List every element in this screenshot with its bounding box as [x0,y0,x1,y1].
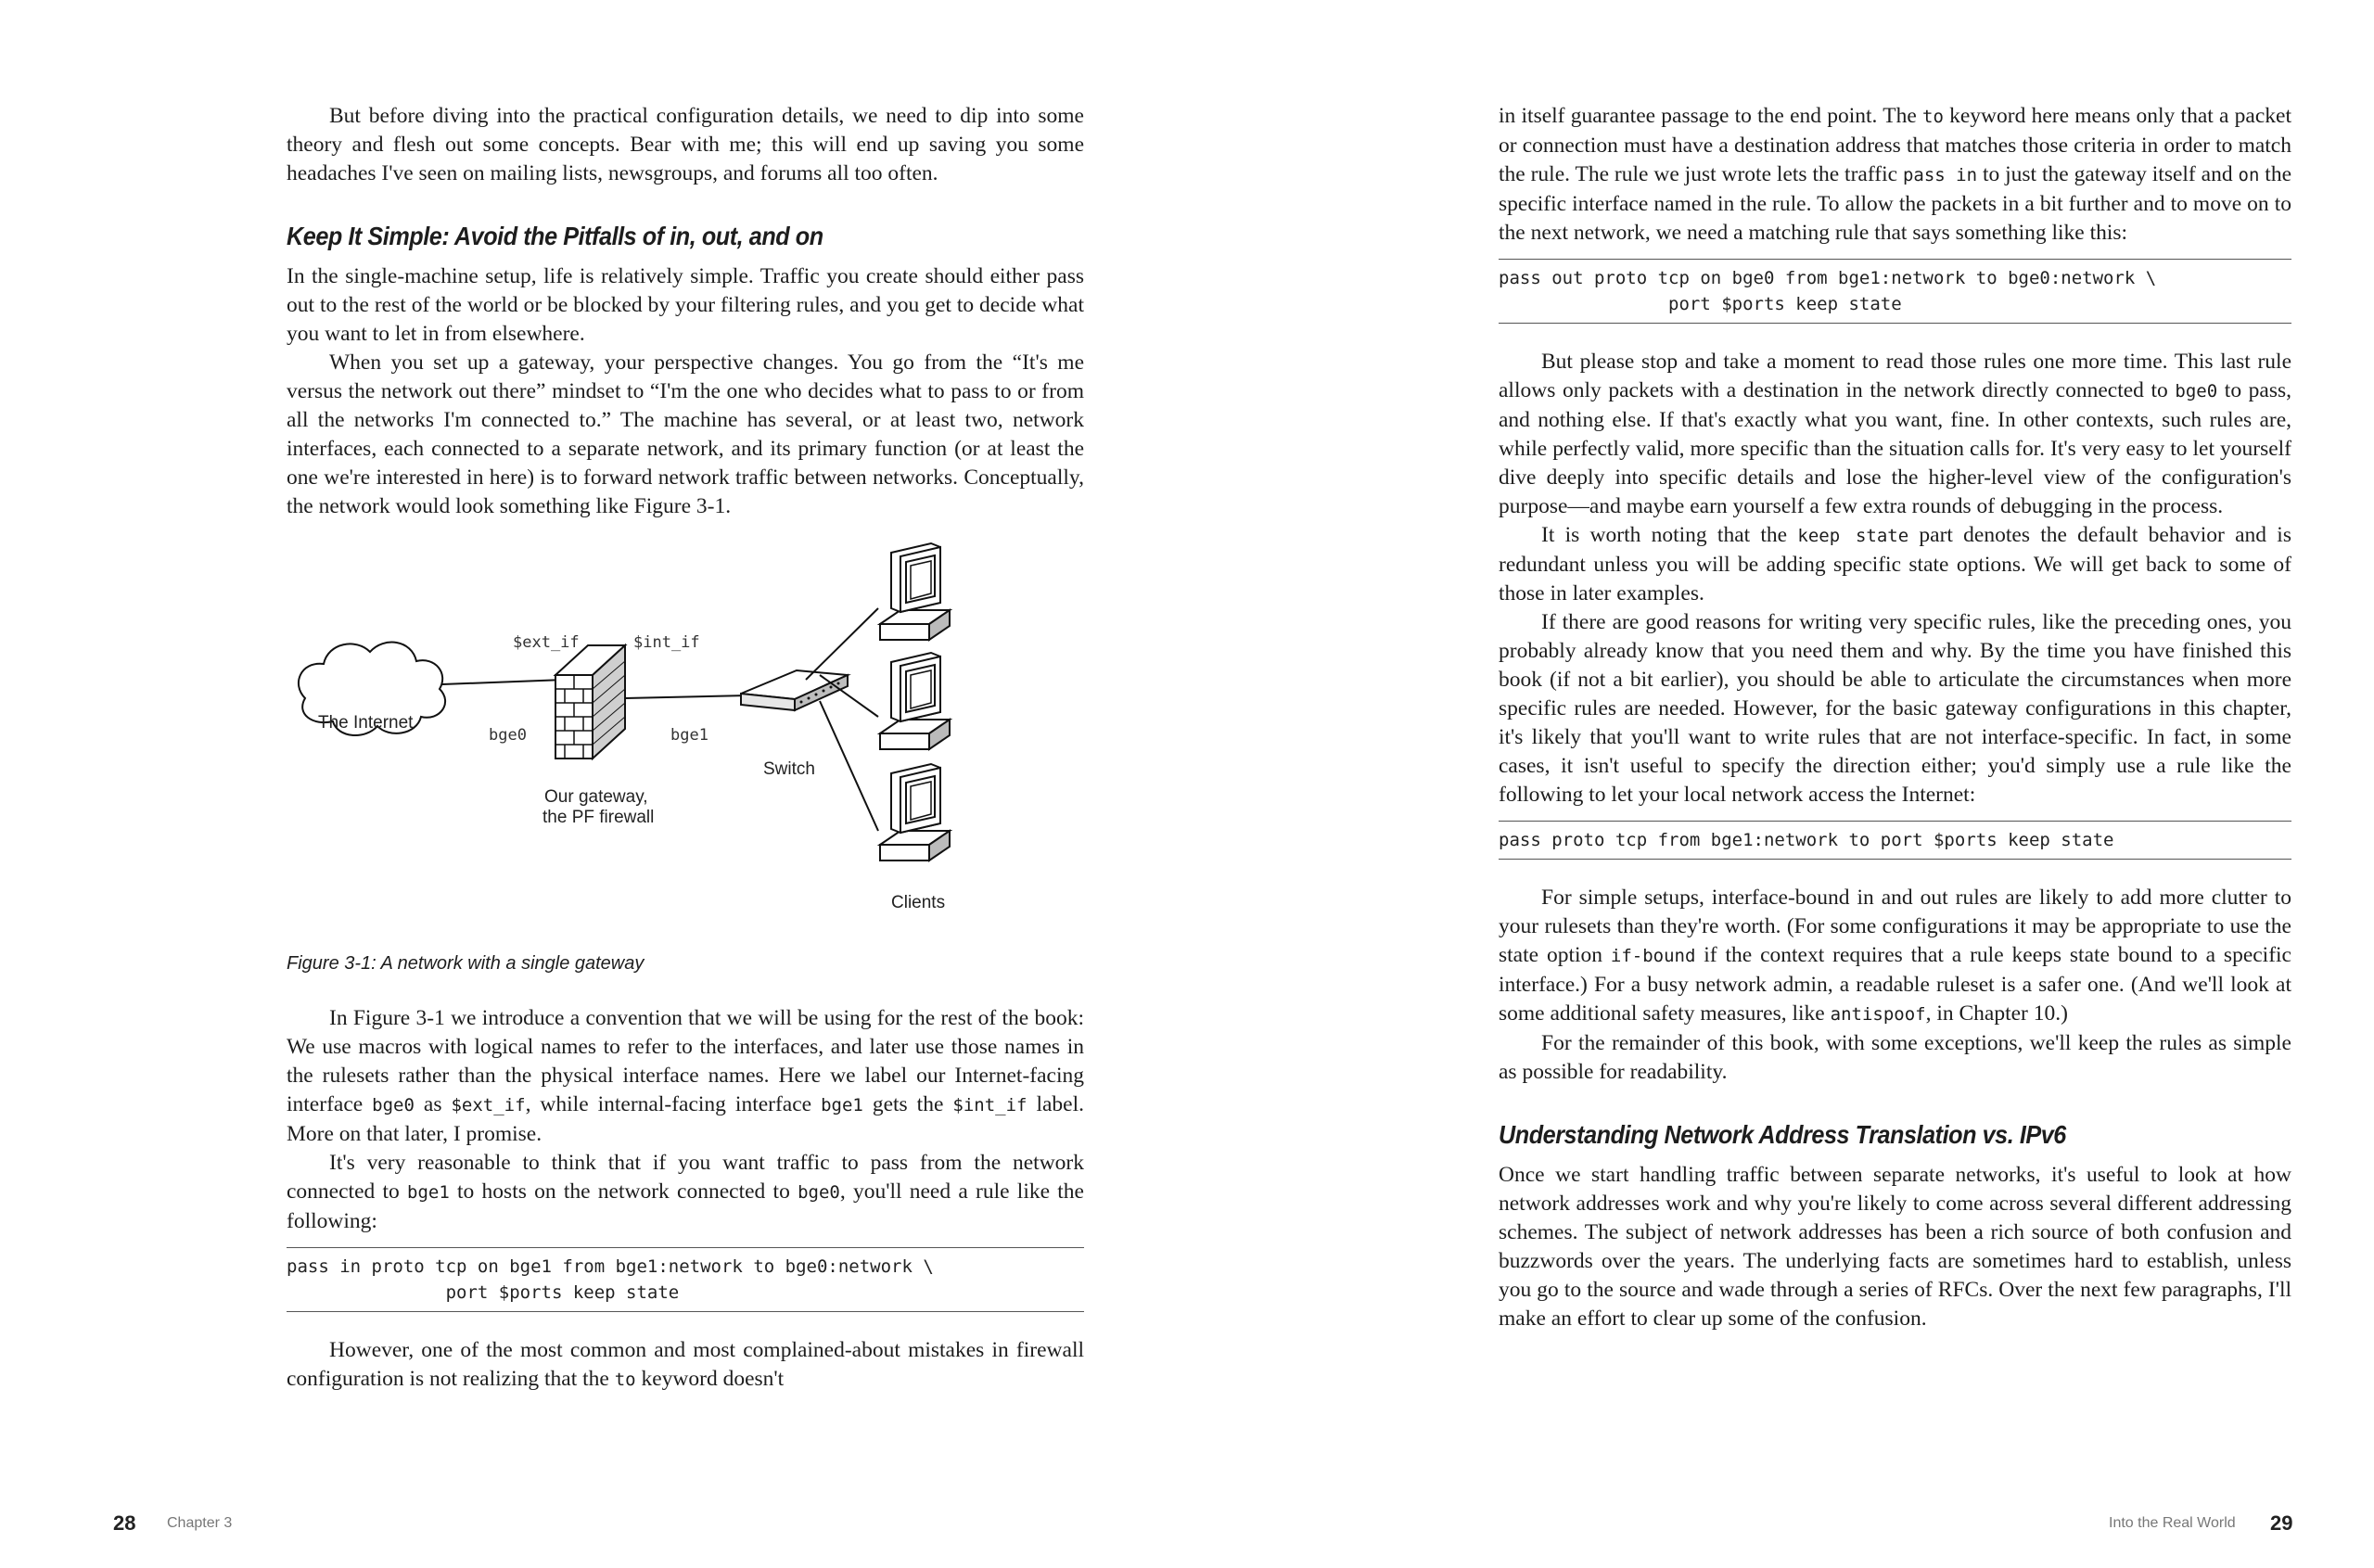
text-run: in itself guarantee passage to the end point. The [1499,104,1922,128]
text-run: But please stop and take a moment to read those rules one more time. This last rule allows only packets with a destination in the network directly connected to [1499,350,2291,402]
section-heading: Understanding Network Address Translation vs. IPv6 [1499,1120,2066,1149]
inline-code: antispoof [1830,1004,1926,1025]
internet-label: The Internet [318,713,414,733]
paragraph [1499,102,2291,248]
paragraph: Once we start handling traffic between separate networks, it's useful to look at how network addresses work and why you're likely to come across several different addressing schemes. The subject of network addresses has been a rich source of both confusion and buzzwords over the years. The underlying facts are sometimes hard to establish, unless you go to the source and wade through a series of RFCs. Over the next few paragraphs, I'll make an effort to clear up some of the confusion. [1499,1163,2291,1331]
code-block: pass proto tcp from bge1:network to port $ports keep state [1499,821,2291,860]
paragraph: If there are good reasons for writing very specific rules, like the preceding ones, you probably already know that you need them and why. By the time you have finished this book (if not a bit earlier), you should be able to articulate the circumstances when more specific rules are needed. However, for the basic gateway configurations in this chapter, it's likely that you'll want to write rules that are not interface-specific. In fact, in some cases, it isn't useful to specify the direction either; you'd simply use a rule like the following to let your local network access the Internet: [1499,610,2291,807]
int-if-label: $int_if [633,633,700,652]
page-number-right: 29 [2270,1511,2293,1535]
client-computer-icon [880,653,950,749]
inline-code: $int_if [952,1095,1027,1115]
inline-code: bge0 [372,1095,415,1115]
text-run: It is worth noting that the [1541,523,1798,547]
gateway-label-line1: Our gateway, [544,787,648,807]
inline-code: keep state [1797,526,1909,546]
paragraph [1499,348,2291,521]
text-run: For simple setups, interface-bound in and out rules are likely to add more clutter to your rulesets than they're worth. (For some configurations it may be appropriate to use the state option [1499,886,2291,967]
right-page-body [1499,102,2291,1333]
text-run: to just the gateway itself and [1977,162,2239,186]
paragraph: In the single-machine setup, life is relatively simple. Traffic you create should either pass out to the rest of the world or be blocked by your filtering rules, and you get to decide what you want to let in from elsewhere. [287,264,1084,346]
paragraph [287,1336,1084,1395]
paragraph [287,1149,1084,1236]
footer-chapter: Chapter 3 [167,1515,233,1531]
text-run: to pass, and nothing else. If that's exactly what you want, fine. In other contexts, such rules are, while perfectly valid, more specific than the situation calls for. It's very easy to let yourself dive deeply into specific details and lose the higher-level view of the configuration's purpose—and maybe earn yourself a few extra rounds of debugging in the process. [1499,378,2292,518]
text-run: the specific interface named in the rule. To allow the packets in a bit further and to move on to the next network, we need a matching rule that says something like this: [1499,162,2291,245]
paragraph: When you set up a gateway, your perspective changes. You go from the “It's me versus the network out there” mindset to “I'm the one who decides what to pass to or from all the networks I'm connected to.” The machine has several, or at least two, network interfaces, each connected to a separate network, and its primary function (or at least the one we're interested in here) is to forward network traffic between networks. Conceptually, the network would look something like Figure 3-1. [287,351,1084,518]
inline-code: to [614,1370,636,1390]
inline-code: if-bound [1610,946,1696,966]
clients-label: Clients [891,893,946,912]
text-run: keyword here means only that a packet or connection must have a destination address that matches those criteria in order to match the rule. The rule we just wrote lets the traffic [1499,104,2291,186]
text-run: as [414,1092,452,1116]
text-run: label. More on that later, I promise. [287,1092,1084,1146]
gateway-label-line2: the PF firewall [542,808,655,827]
bge1-label: bge1 [670,726,708,745]
inline-code: bge1 [407,1182,450,1203]
text-run: keyword doesn't [635,1367,785,1391]
inline-code: on [2238,165,2260,185]
text-run: , you'll need a rule like the following: [287,1179,1084,1233]
inline-code: pass in [1902,165,1978,185]
network-diagram [287,536,1084,944]
page-number-left: 28 [113,1511,136,1535]
paragraph: For the remainder of this book, with some exceptions, we'll keep the rules as simple as possible for readability. [1499,1031,2291,1084]
code-block: pass out proto tcp on bge0 from bge1:network to bge0:network \ port $ports keep state [1499,259,2291,324]
inline-code: to [1922,107,1944,127]
switch-icon [741,670,848,710]
footer-chapter-title: Into the Real World [2109,1515,2236,1531]
text-run: However, one of the most common and most complained-about mistakes in firewall configuration is not realizing that the [287,1338,1084,1391]
client-computer-icon [880,764,950,860]
inline-code: $ext_if [451,1095,526,1115]
text-run: if the context requires that a rule keeps state bound to a specific interface.) For a busy network admin, a readable ruleset is a safer one. (And we'll look at some additional safety measures, like [1499,943,2291,1026]
text-run: It's very reasonable to think that if you want traffic to pass from the network connected to [287,1151,1084,1204]
inline-code: bge0 [798,1182,840,1203]
text-run: , in Chapter 10.) [1925,1001,2068,1026]
text-run: , while internal-facing interface [525,1092,822,1116]
client-computer-icon [880,543,950,640]
paragraph [1499,521,2291,608]
code-block: pass in proto tcp on bge1 from bge1:network to bge0:network \ port $ports keep state [287,1247,1084,1312]
inline-code: bge1 [821,1095,863,1115]
paragraph [1499,884,2291,1029]
text-run: part denotes the default behavior and is redundant unless you will be adding specific state options. We will get back to some of those in later examples. [1499,523,2291,606]
paragraph [287,1004,1084,1149]
paragraph: But before diving into the practical configuration details, we need to dip into some theory and flesh out some concepts. Bear with me; this will end up saving you some headaches I've seen on mailing lists, newsgroups, and forums all too often. [287,104,1084,185]
section-heading: Keep It Simple: Avoid the Pitfalls of in, out, and on [287,222,823,250]
bge0-label: bge0 [489,726,527,745]
inline-code: bge0 [2175,381,2218,402]
text-run: In Figure 3-1 we introduce a convention that we will be using for the rest of the book: We use macros with logical names to refer to the interfaces, and later use those names in the rulesets rather than the physical interface names. Here we label our Internet-facing interface [287,1006,1084,1116]
ext-if-label: $ext_if [513,633,580,652]
switch-label: Switch [763,759,815,779]
text-run: to hosts on the network connected to [449,1179,798,1204]
firewall-icon [555,645,625,759]
text-run: gets the [862,1092,953,1116]
figure-caption: Figure 3-1: A network with a single gateway [287,953,645,974]
left-page-body [287,102,1084,1395]
